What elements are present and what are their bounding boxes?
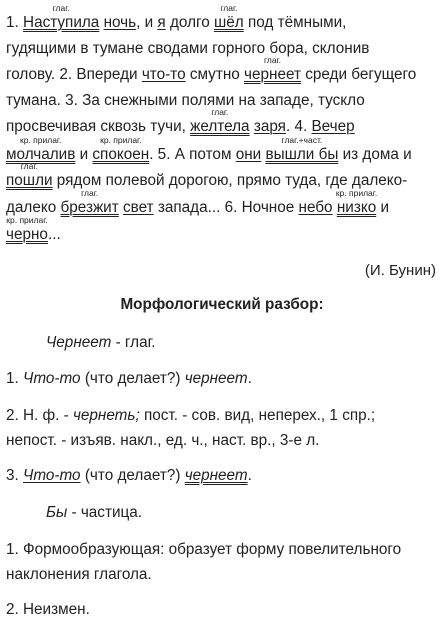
section-heading: Морфологический разбор:	[120, 296, 324, 313]
pos-label: глаг.	[52, 3, 70, 13]
text-line-8: далеко глаг. брезжит свет запада... 6. Ночное небо кр. прилаг. низко и	[6, 188, 390, 216]
analysis-by-title: Бы - частица.	[46, 504, 143, 521]
word-nizko: кр. прилаг. низко	[335, 188, 378, 216]
text-line-9: кр. прилаг. черно...	[6, 215, 61, 243]
pos-label: кр. прилаг.	[335, 188, 378, 198]
analysis-point-3: 3. Что-то (что делает?) чернеет.	[6, 467, 252, 484]
pos-label: глаг.	[220, 3, 238, 13]
word-nebo: небо	[298, 199, 333, 216]
word-poshli: глаг. пошли	[6, 161, 53, 189]
pos-label: глаг.	[81, 188, 99, 198]
pos-label: кр. прилаг.	[6, 215, 48, 225]
pos-label: глаг.	[211, 107, 229, 117]
word-noch: ночь	[103, 14, 137, 31]
text-line-7: глаг. пошли рядом полевой дорогою, прямо туда, где далеко-	[6, 161, 408, 189]
word-nastupila: глаг. Наступила	[23, 3, 100, 31]
analysis-point-2-line-2: непост. - изъяв. накл., ед. ч., наст. вр., 3-е л.	[6, 432, 320, 449]
word-shel: глаг. шёл	[214, 3, 244, 31]
word-spokoen: кр. прилаг. спокоен	[92, 135, 150, 163]
pos-label: глаг.	[20, 161, 38, 171]
word-zarya: заря	[253, 118, 286, 135]
word-cherneet: глаг. чернеет	[244, 55, 301, 83]
text-line-4: тумана. 3. За снежными полями на западе, тускло	[6, 92, 365, 109]
word-svet: свет	[123, 199, 154, 216]
text-line-1: 1. глаг. Наступила ночь, и я долго глаг. шёл под тёмными,	[6, 3, 347, 31]
word-vyshli-by: глаг.+част. вышли бы	[265, 135, 339, 163]
author-attribution: (И. Бунин)	[364, 262, 436, 279]
text-line-5: просвечивая сквозь тучи, глаг. желтела заря. 4. Вечер	[6, 107, 355, 135]
word-ya: я	[157, 14, 166, 31]
text-line-2: гудящими в тумане сводами горного бора, склонив	[6, 40, 370, 57]
analysis-by-point-2: 2. Неизмен.	[6, 601, 90, 618]
pos-label: глаг.+част.	[281, 135, 323, 145]
pos-label: кр. прилаг.	[100, 135, 142, 145]
analysis-by-point-1: 1. Формообразующая: образует форму повелительного	[6, 541, 402, 558]
word-vecher: Вечер	[311, 118, 355, 135]
word-brezzhit: глаг. брезжит	[60, 188, 119, 216]
text-line-3: голову. 2. Впереди что-то смутно глаг. чернеет среди бегущего	[6, 55, 417, 83]
sentence-number: 1.	[6, 14, 19, 31]
text-line-6: кр. прилаг. молчалив и кр. прилаг. спокоен. 5. А потом они глаг.+част. вышли бы из дома и	[6, 135, 412, 163]
word-oni: они	[235, 146, 262, 163]
pos-label: кр. прилаг.	[19, 135, 62, 145]
word-chto-to: что-то	[141, 66, 186, 83]
analysis-point-2: 2. Н. ф. - чернеть; пост. - сов. вид, неперех., 1 спр.;	[6, 407, 376, 424]
analysis-by-point-1-line-2: наклонения глагола.	[6, 566, 152, 583]
word-cherno: кр. прилаг. черно	[6, 215, 48, 243]
pos-label: глаг.	[263, 55, 282, 65]
analysis-point-1: 1. Что-то (что делает?) чернеет.	[6, 370, 252, 387]
word-zheltela: глаг. желтела	[190, 107, 250, 135]
word-molchaliv: кр. прилаг. молчалив	[6, 135, 76, 163]
analysis-cherneet-title: Чернеет - глаг.	[46, 334, 156, 351]
